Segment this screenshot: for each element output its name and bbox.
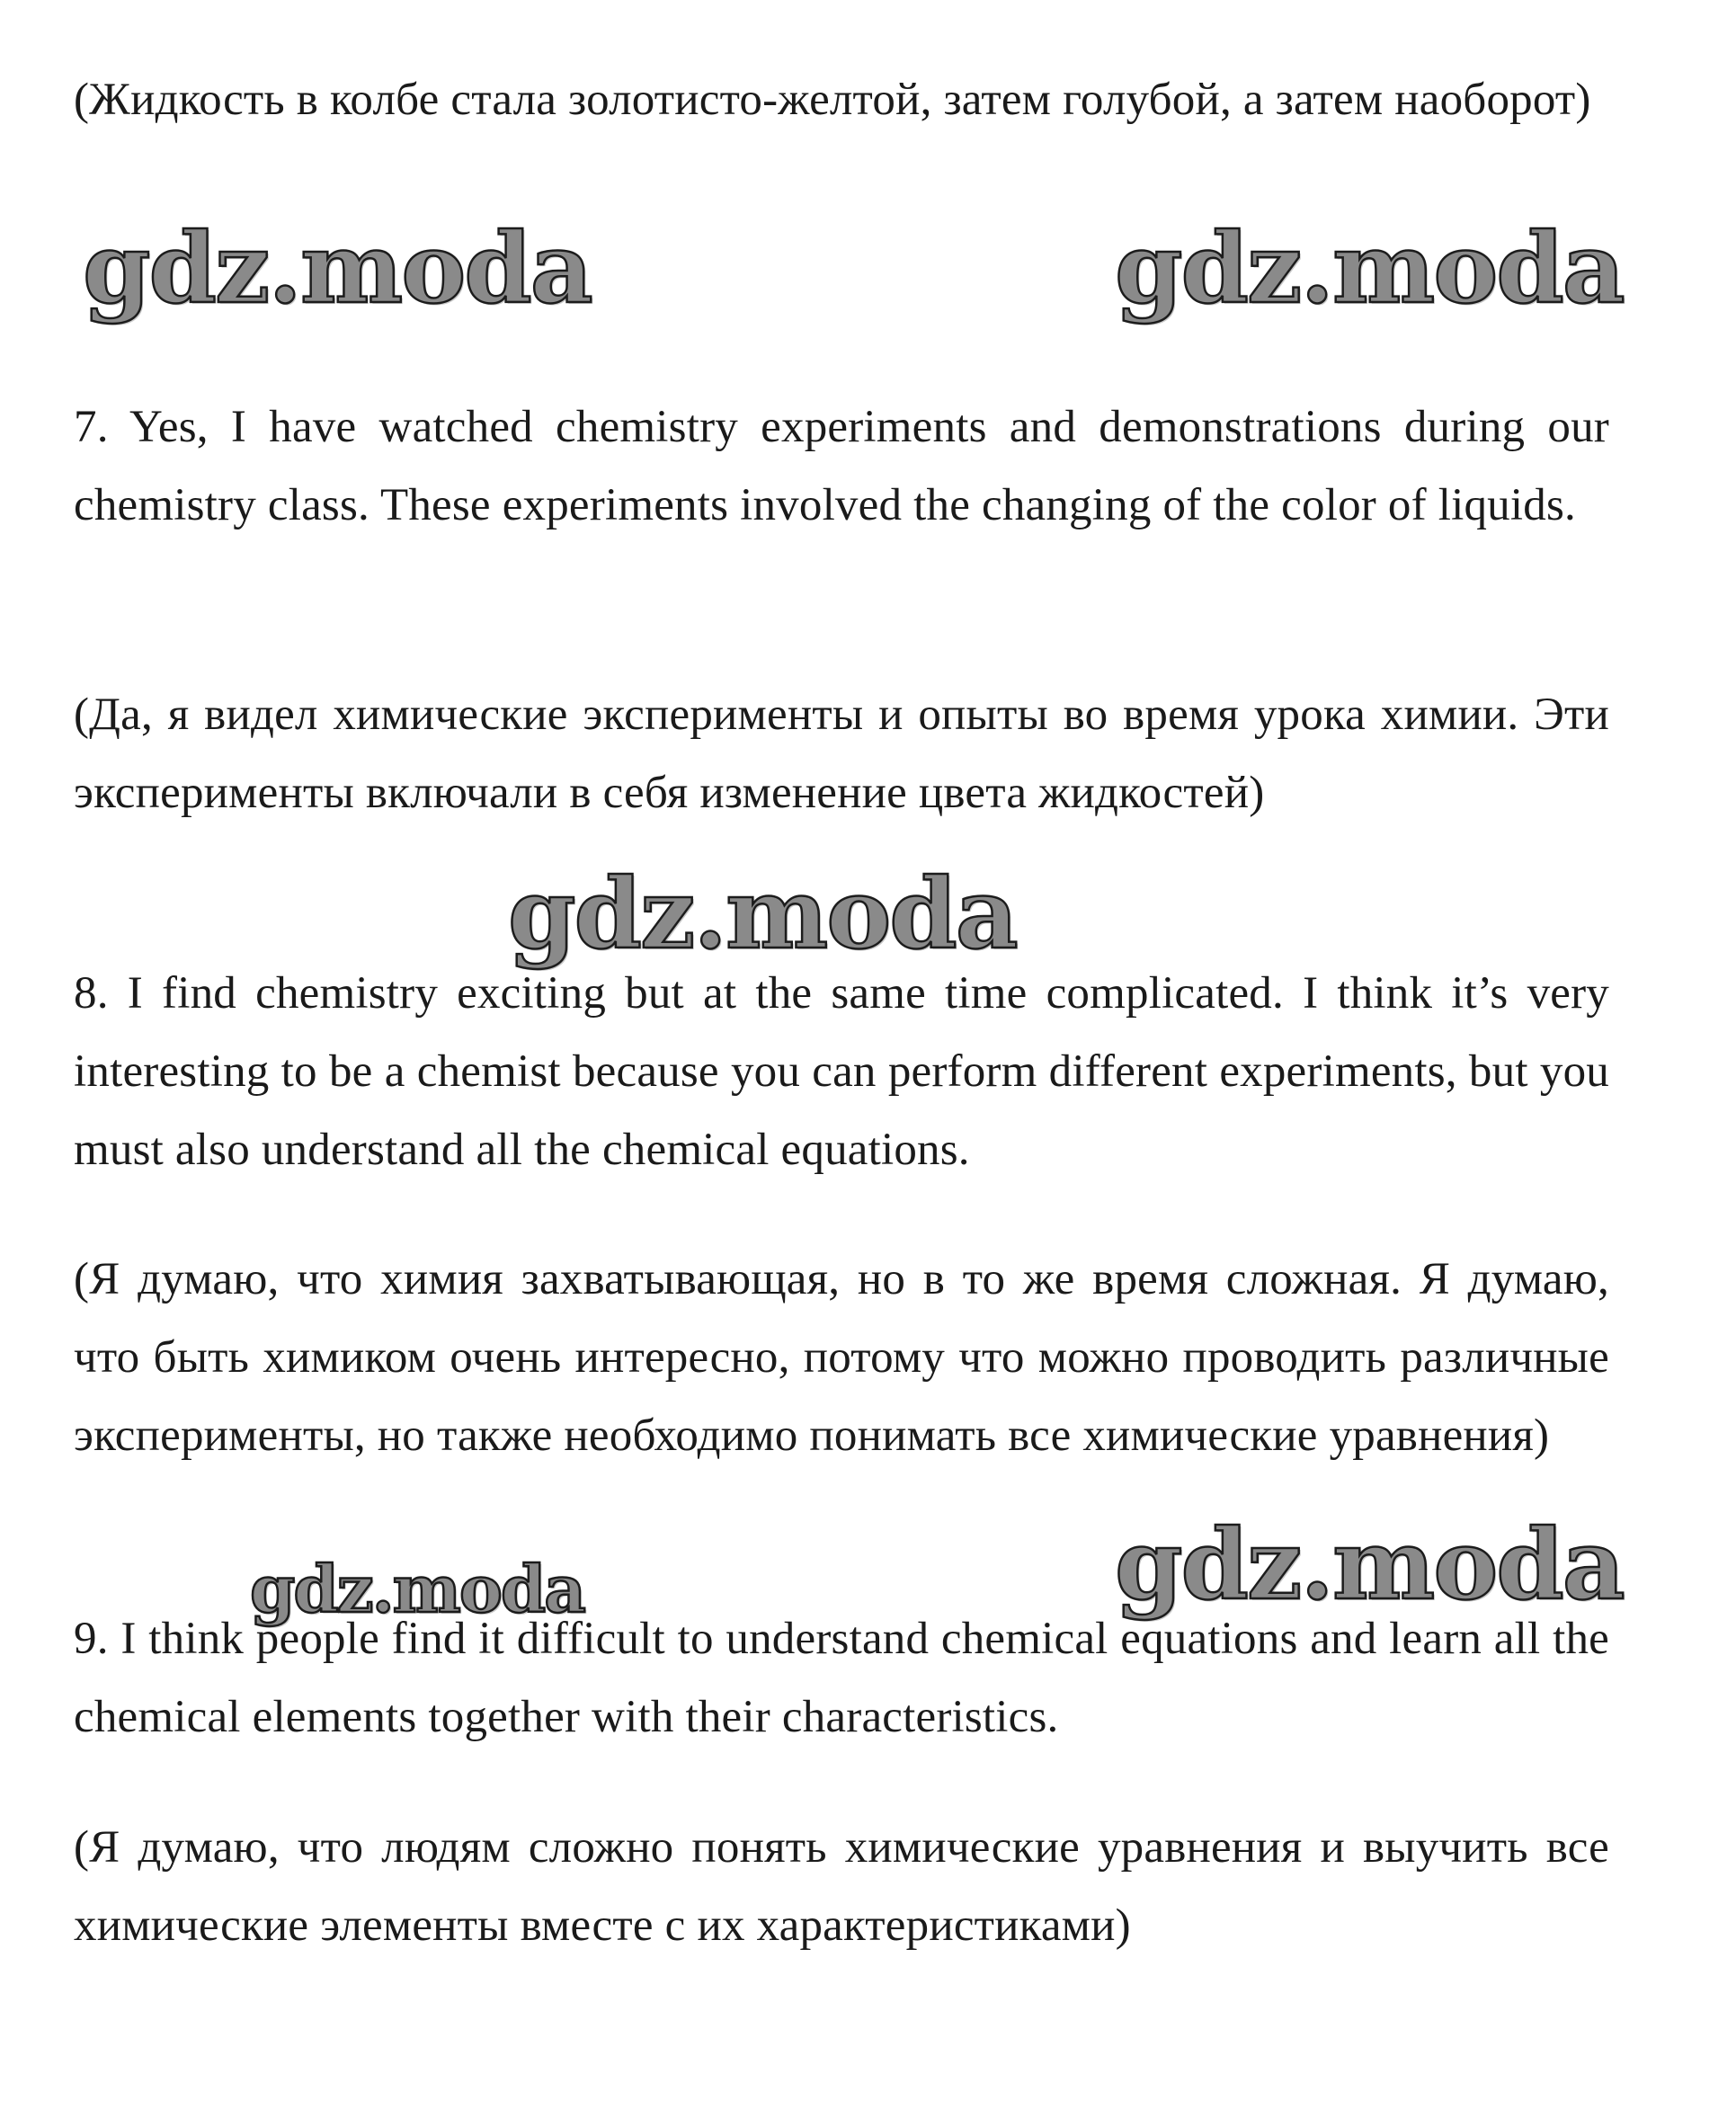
paragraph-translation-7: (Да, я видел химические эксперименты и опыты во время урока химии. Эти эксперименты включали в себя изменение цвета жидкостей) xyxy=(74,690,1609,818)
paragraph-answer-8: 8. I find chemistry exciting but at the same time complicated. I think it’s very interesting to be a chemist because you can perform different experiments, but you must also understand all the chemical equations. xyxy=(74,968,1609,1175)
watermark-logo: gdz.moda xyxy=(508,858,1017,971)
watermark-logo: gdz.moda xyxy=(1115,212,1624,325)
watermark-logo: gdz.moda xyxy=(250,1551,584,1627)
watermark-logo: gdz.moda xyxy=(83,212,592,325)
paragraph-answer-9: 9. I think people find it difficult to understand chemical equations and learn all the chemical elements together with their characteristics. xyxy=(74,1614,1609,1742)
paragraph-translation-6: (Жидкость в колбе стала золотисто-желтой, затем голубой, а затем наоборот) xyxy=(74,75,1591,125)
watermark-logo: gdz.moda xyxy=(1115,1508,1624,1622)
paragraph-translation-9: (Я думаю, что людям сложно понять химические уравнения и выучить все химические элементы вместе с их характеристиками) xyxy=(74,1822,1609,1951)
paragraph-answer-7: 7. Yes, I have watched chemistry experiments and demonstrations during our chemistry class. These experiments involved the changing of the color of liquids. xyxy=(74,402,1609,530)
paragraph-translation-8: (Я думаю, что химия захватывающая, но в то же время сложная. Я думаю, что быть химиком очень интересно, потому что можно проводить различные эксперименты, но также необходимо понимать все химические уравнения) xyxy=(74,1254,1609,1461)
